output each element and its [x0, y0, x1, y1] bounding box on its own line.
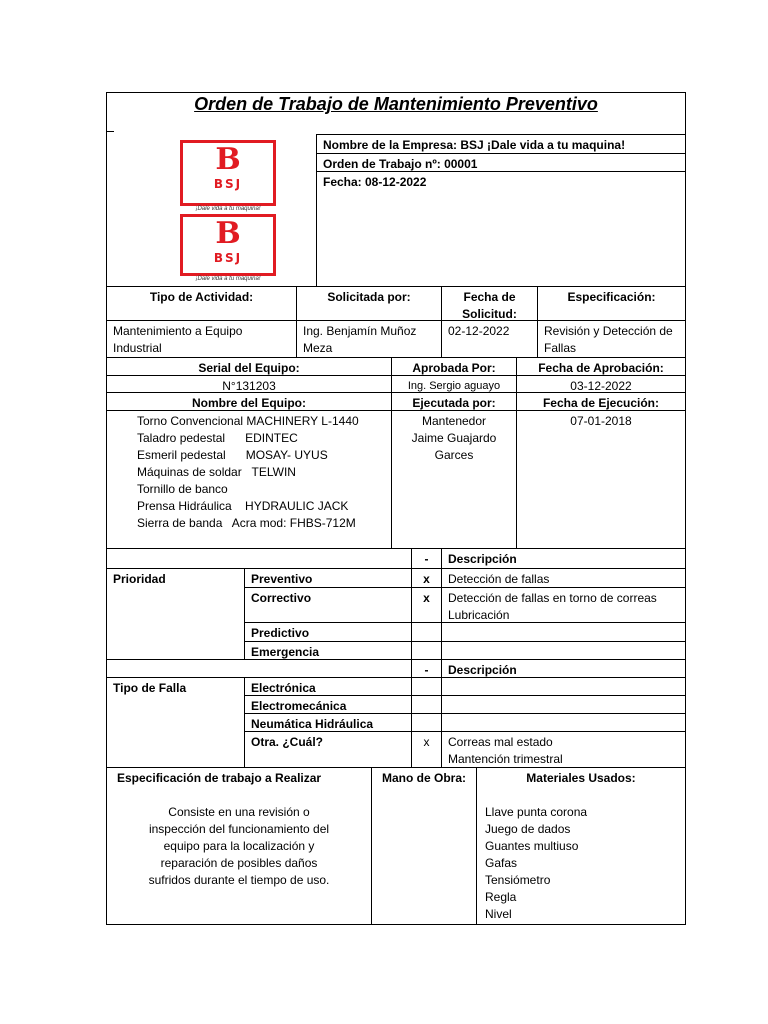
equipment-item: Tornillo de banco: [137, 482, 228, 496]
equipment-item: Torno Convencional MACHINERY L-1440: [137, 414, 359, 428]
work-spec-line: Consiste en una revisión o: [168, 805, 310, 819]
logo-tagline-bottom: ¡Dale vida a tu maquina!: [195, 276, 261, 282]
failure-neumatica-desc: [441, 713, 686, 732]
equipment-item: Esmeril pedestal MOSAY- UYUS: [137, 448, 328, 462]
header-ejecutada: Ejecutada por:: [391, 392, 517, 411]
failure-electromecanica: Electromecánica: [244, 695, 412, 714]
failure-otra-desc-line: Correas mal estado: [448, 735, 553, 749]
logo-letter: B: [215, 142, 241, 177]
priority-dash: -: [411, 548, 442, 569]
priority-emergencia-mark: [411, 641, 442, 660]
header-solicitada: Solicitada por:: [296, 286, 442, 321]
failure-spacer: [106, 659, 412, 678]
priority-correctivo: Correctivo: [244, 587, 412, 623]
value-fecha-aprobacion: 03-12-2022: [516, 375, 686, 393]
executed-by-line: Mantenedor: [421, 414, 487, 428]
priority-correctivo-mark: x: [411, 587, 442, 623]
failure-otra-desc: [441, 731, 686, 768]
equipment-item: Taladro pedestal EDINTEC: [137, 431, 298, 445]
equipment-item: Prensa Hidráulica HYDRAULIC JACK: [137, 499, 349, 513]
executed-by-line: Jaime Guajardo: [411, 431, 497, 445]
priority-spacer: [106, 548, 412, 569]
logo-brand: BSJ: [213, 177, 243, 191]
priority-predictivo-desc: [441, 622, 686, 642]
failure-otra-mark: x: [411, 731, 442, 768]
material-item: Tensiómetro: [485, 873, 551, 887]
priority-correctivo-desc: [441, 587, 686, 623]
priority-predictivo: Predictivo: [244, 622, 412, 642]
failure-electronica-mark: [411, 677, 442, 696]
failure-label: Tipo de Falla: [106, 677, 245, 768]
material-item: Juego de dados: [485, 822, 571, 836]
work-spec: [106, 767, 372, 925]
failure-electromecanica-mark: [411, 695, 442, 714]
value-especificacion: Revisión y Detección de Fallas: [537, 320, 686, 358]
equipment-item: Máquinas de soldar TELWIN: [137, 465, 296, 479]
priority-correctivo-desc-line: Lubricación: [448, 608, 510, 622]
priority-preventivo: Preventivo: [244, 568, 412, 588]
value-serial: N°131203: [106, 375, 392, 393]
value-aprobada: Ing. Sergio aguayo: [391, 375, 517, 393]
failure-desc-header: Descripción: [441, 659, 686, 678]
logo-bottom: [180, 214, 276, 276]
failure-electromecanica-desc: [441, 695, 686, 714]
material-item: Gafas: [485, 856, 518, 870]
work-spec-line: reparación de posibles daños: [160, 856, 318, 870]
executed-by-line: Garces: [434, 448, 474, 462]
logo-letter-2: B: [215, 216, 241, 251]
work-spec-body: [113, 804, 365, 889]
header-especificacion: Especificación:: [537, 286, 686, 321]
value-fecha-ejecucion: 07-01-2018: [516, 410, 686, 549]
equipment-item: Sierra de banda Acra mod: FHBS-712M: [137, 516, 356, 530]
materials-header: Materiales Usados:: [526, 771, 636, 785]
material-item: Nivel: [485, 907, 512, 921]
header-fecha-aprobacion: Fecha de Aprobación:: [516, 357, 686, 376]
priority-predictivo-mark: [411, 622, 442, 642]
labor-header: Mano de Obra:: [371, 767, 477, 925]
header-fecha-ejecucion: Fecha de Ejecución:: [516, 392, 686, 411]
order-number: Orden de Trabajo nº: 00001: [316, 153, 686, 172]
work-spec-header: Especificación de trabajo a Realizar: [117, 771, 322, 785]
failure-electronica: Electrónica: [244, 677, 412, 696]
materials-list: [483, 804, 679, 923]
header-fecha-solicitud: Fecha de Solicitud:: [441, 286, 538, 321]
header-aprobada: Aprobada Por:: [391, 357, 517, 376]
failure-dash: -: [411, 659, 442, 678]
materials: [476, 767, 686, 925]
logo-top: [180, 140, 276, 206]
company-name: Nombre de la Empresa: BSJ ¡Dale vida a tu maquina!: [316, 134, 686, 154]
failure-otra: Otra. ¿Cuál?: [244, 731, 412, 768]
logo-tagline-top: ¡Dale vida a tu maquina!: [195, 206, 261, 212]
priority-emergencia-desc: [441, 641, 686, 660]
priority-preventivo-desc: Detección de fallas: [441, 568, 686, 588]
work-spec-line: sufridos durante el tiempo de uso.: [148, 873, 330, 887]
priority-preventivo-mark: x: [411, 568, 442, 588]
work-spec-line: equipo para la localización y: [163, 839, 315, 853]
material-item: Llave punta corona: [485, 805, 588, 819]
equipment-list: [106, 410, 392, 549]
material-item: Guantes multiuso: [485, 839, 579, 853]
priority-desc-header: Descripción: [441, 548, 686, 569]
title-tick: [106, 131, 114, 132]
material-item: Regla: [485, 890, 517, 904]
executed-by: [391, 410, 517, 549]
logo-brand-2: BSJ: [213, 251, 243, 265]
header-tipo-actividad: Tipo de Actividad:: [106, 286, 297, 321]
failure-otra-desc-line: Mantención trimestral: [448, 752, 563, 766]
logo-panel: [114, 134, 290, 284]
header-serial: Serial del Equipo:: [106, 357, 392, 376]
value-solicitada: Ing. Benjamín Muñoz Meza: [296, 320, 442, 358]
priority-label: Prioridad: [106, 568, 245, 660]
priority-emergencia: Emergencia: [244, 641, 412, 660]
header-nombre-equipo: Nombre del Equipo:: [106, 392, 392, 411]
work-spec-line: inspección del funcionamiento del: [148, 822, 330, 836]
value-tipo-actividad: Mantenimiento a Equipo Industrial: [106, 320, 297, 358]
priority-correctivo-desc-line: Detección de fallas en torno de correas: [448, 591, 657, 605]
value-fecha-solicitud: 02-12-2022: [441, 320, 538, 358]
failure-neumatica-mark: [411, 713, 442, 732]
failure-neumatica: Neumática Hidráulica: [244, 713, 412, 732]
page-title: Orden de Trabajo de Mantenimiento Preventivo: [194, 94, 598, 114]
failure-electronica-desc: [441, 677, 686, 696]
order-date: Fecha: 08-12-2022: [316, 171, 686, 287]
